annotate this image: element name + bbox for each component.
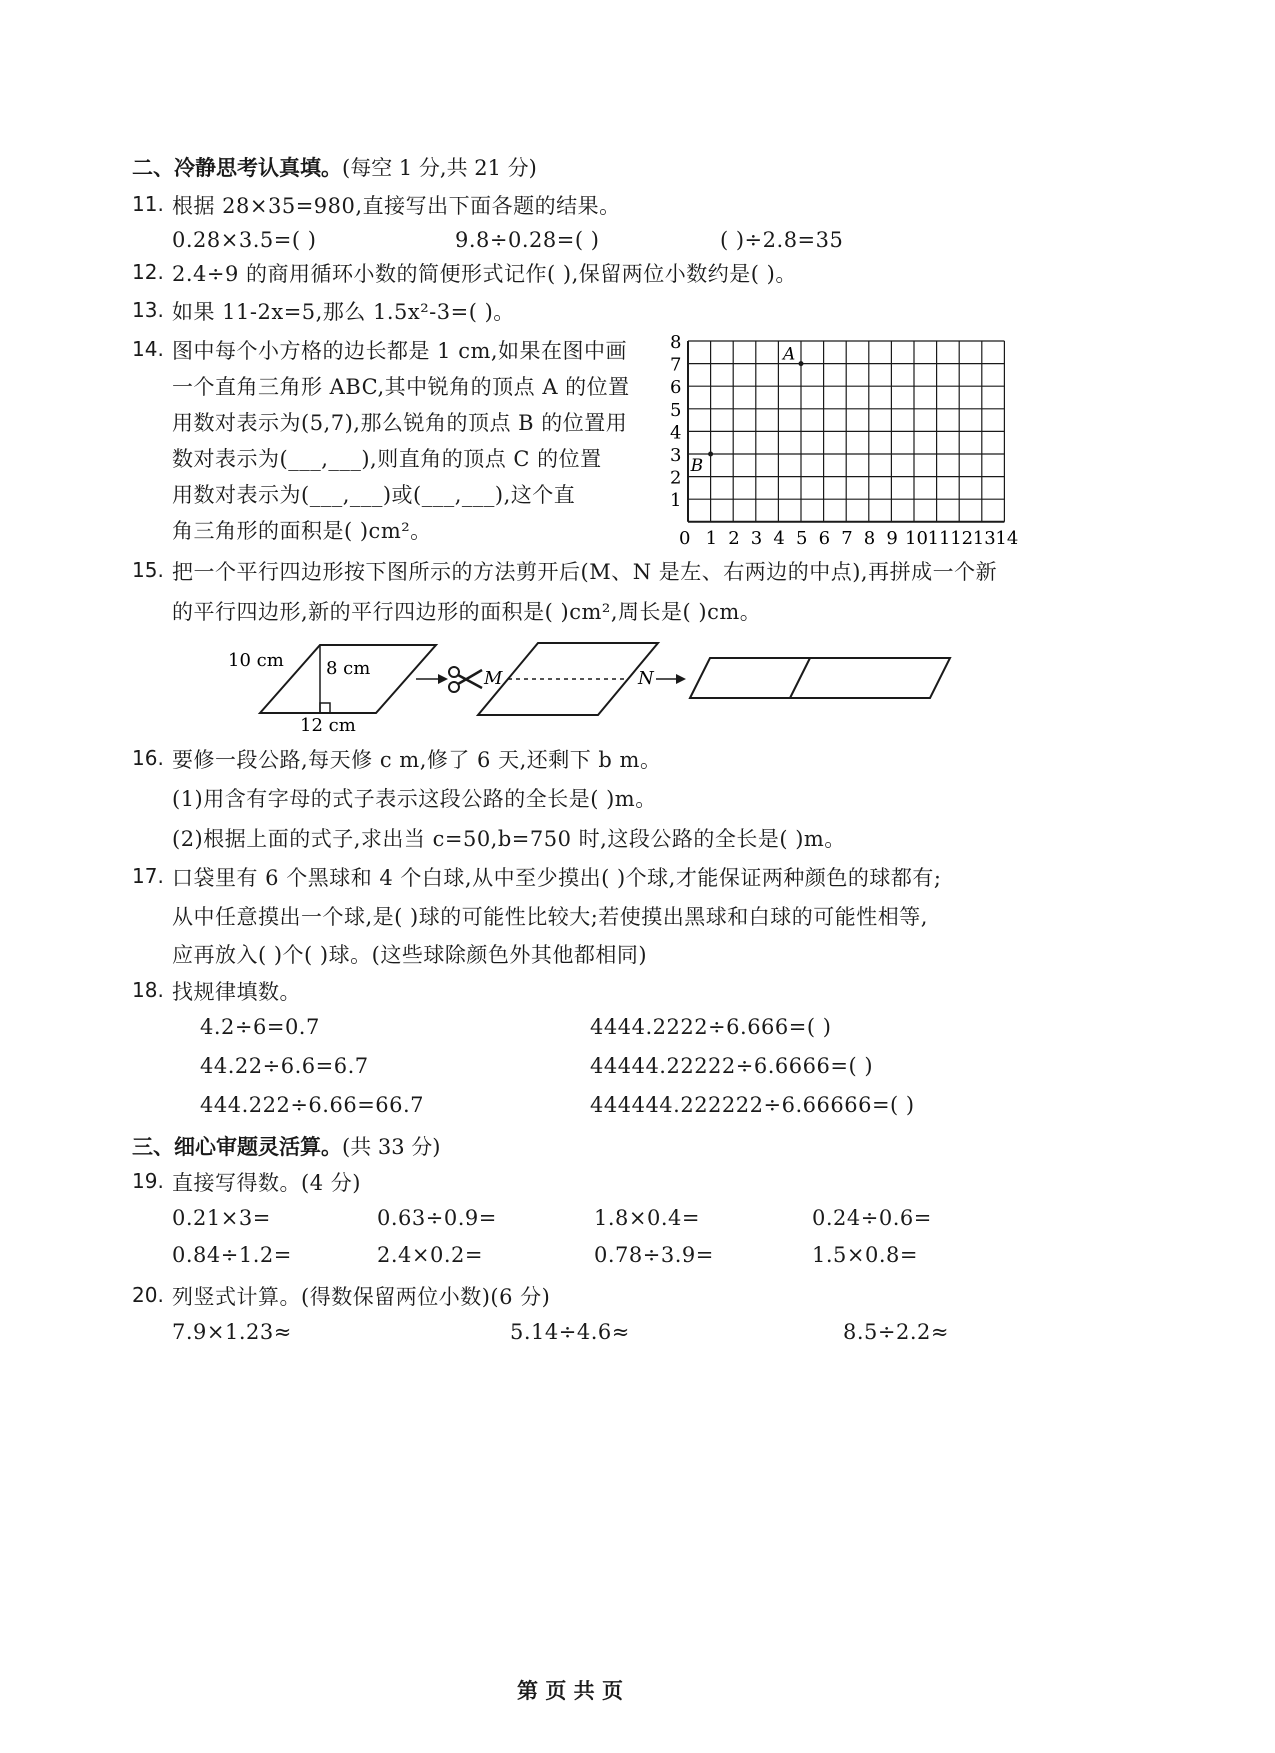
grid-y-label: 6 (670, 377, 682, 399)
grid-x-label: 10 (905, 527, 928, 549)
q14-line-2: 一个直角三角形 ABC,其中锐角的顶点 A 的位置 (172, 375, 630, 399)
grid-x-label: 2 (728, 527, 740, 549)
section-3-score: (共 33 分) (342, 1135, 441, 1159)
q20-number: 20. (132, 1283, 164, 1307)
grid-x-labels (679, 528, 1018, 549)
grid-x-label: 4 (773, 527, 785, 549)
q15-number: 15. (132, 558, 164, 582)
q18-left-1: 4.2÷6=0.7 (200, 1015, 320, 1039)
n-label: N (638, 668, 654, 689)
q19-r2-c3: 0.78÷3.9= (594, 1243, 714, 1267)
q19-r2-c1: 0.84÷1.2= (172, 1243, 292, 1267)
grid-y-label: 4 (670, 422, 682, 444)
height-label: 8 cm (326, 658, 371, 679)
grid-x-label: 13 (972, 527, 996, 549)
side-label: 10 cm (228, 650, 284, 671)
grid-x-label: 12 (950, 527, 974, 549)
grid-x-label: 11 (927, 527, 951, 549)
q12-number: 12. (132, 260, 164, 284)
grid-x-label: 6 (818, 527, 831, 549)
q18-left-2: 44.22÷6.6=6.7 (200, 1054, 369, 1078)
q17-line-1: 口袋里有 6 个黑球和 4 个白球,从中至少摸出( )个球,才能保证两种颜色的球都有; (172, 866, 942, 890)
grid-y-labels (670, 332, 681, 511)
q11-item-1: 0.28×3.5=( ) (172, 228, 317, 252)
q19-r2-c2: 2.4×0.2= (377, 1243, 483, 1267)
q19-text: 直接写得数。(4 分) (172, 1171, 361, 1195)
arrow-1-head (438, 674, 448, 684)
q11-text: 根据 28×35=980,直接写出下面各题的结果。 (172, 194, 621, 218)
grid-y-label: 8 (670, 332, 682, 353)
q17-line-3: 应再放入( )个( )球。(这些球除颜色外其他都相同) (172, 943, 648, 967)
q20-text: 列竖式计算。(得数保留两位小数)(6 分) (172, 1285, 551, 1309)
grid-x-label: 7 (841, 527, 853, 549)
q14-line-5: 用数对表示为(___,___)或(___,___),这个直 (172, 483, 576, 507)
grid-x-label: 8 (863, 527, 876, 549)
q14-line-6: 角三角形的面积是( )cm²。 (172, 519, 432, 543)
q18-text: 找规律填数。 (172, 980, 301, 1004)
section-3-heading (132, 1131, 440, 1161)
q16-sub-1: (1)用含有字母的式子表示这段公路的全长是( )m。 (172, 787, 657, 811)
grid-y-label: 1 (670, 490, 682, 512)
q14-line-1: 图中每个小方格的边长都是 1 cm,如果在图中画 (172, 339, 628, 363)
q18-right-2: 44444.22222÷6.6666=( ) (590, 1054, 874, 1078)
q15-line-1: 把一个平行四边形按下图所示的方法剪开后(M、N 是左、右两边的中点),再拼成一个新 (172, 560, 998, 584)
grid-x-label: 1 (705, 527, 718, 549)
q13-text: 如果 11-2x=5,那么 1.5x²-3=( )。 (172, 300, 515, 324)
q12-text: 2.4÷9 的商用循环小数的简便形式记作( ),保留两位小数约是( )。 (172, 262, 797, 286)
base-label: 12 cm (300, 715, 356, 735)
q16-sub-2: (2)根据上面的式子,求出当 c=50,b=750 时,这段公路的全长是( )m。 (172, 827, 846, 851)
q14-line-4: 数对表示为(___,___),则直角的顶点 C 的位置 (172, 447, 602, 471)
section-2-score: (每空 1 分,共 21 分) (342, 156, 537, 180)
grid-y-label: 3 (670, 445, 682, 466)
q19-r1-c2: 0.63÷0.9= (377, 1206, 497, 1230)
q18-right-3: 444444.222222÷6.66666=( ) (590, 1093, 915, 1117)
q18-right-1: 4444.2222÷6.666=( ) (590, 1015, 832, 1039)
original-parallelogram (260, 645, 436, 713)
section-2-title: 二、冷静思考认真填。 (132, 156, 342, 180)
point-b-dot (708, 452, 713, 457)
coordinate-grid (660, 325, 1030, 550)
grid-x-label: 5 (796, 527, 808, 549)
grid-x-label: 3 (750, 527, 763, 549)
parallelogram-figure (220, 630, 960, 735)
q20-item-3: 8.5÷2.2≈ (843, 1320, 949, 1344)
q18-left-3: 444.222÷6.66=66.7 (200, 1093, 425, 1117)
q13-number: 13. (132, 298, 164, 322)
q20-item-1: 7.9×1.23≈ (172, 1320, 292, 1344)
point-a-dot (799, 361, 804, 366)
q11-item-3: ( )÷2.8=35 (720, 228, 844, 252)
section-3-title: 三、细心审题灵活算。 (132, 1135, 342, 1159)
q14-line-3: 用数对表示为(5,7),那么锐角的顶点 B 的位置用 (172, 411, 628, 435)
new-parallelogram-join (790, 658, 810, 698)
page-footer: 第 页 共 页 (517, 1679, 623, 1703)
q11-item-2: 9.8÷0.28=( ) (455, 228, 600, 252)
new-parallelogram (690, 658, 950, 698)
q16-number: 16. (132, 746, 164, 770)
grid-y-label: 5 (670, 399, 682, 421)
q19-r2-c4: 1.5×0.8= (812, 1243, 918, 1267)
arrow-2-head (676, 674, 686, 684)
scissors-icon (449, 667, 482, 692)
grid-lines (688, 341, 1004, 522)
q19-number: 19. (132, 1169, 164, 1193)
section-2-heading (132, 152, 537, 182)
right-angle-mark (320, 703, 330, 713)
q19-r1-c3: 1.8×0.4= (594, 1206, 700, 1230)
point-a-label: A (783, 344, 796, 365)
point-b-label: B (690, 456, 704, 476)
grid-y-label: 7 (670, 354, 682, 376)
grid-x-label: 14 (995, 527, 1019, 549)
q11-number: 11. (132, 192, 164, 216)
q19-r1-c4: 0.24÷0.6= (812, 1206, 932, 1230)
q14-number: 14. (132, 337, 164, 361)
grid-y-label: 2 (670, 467, 682, 489)
q17-line-2: 从中任意摸出一个球,是( )球的可能性比较大;若使摸出黑球和白球的可能性相等, (172, 905, 928, 929)
q20-item-2: 5.14÷4.6≈ (510, 1320, 630, 1344)
m-label: M (484, 668, 503, 689)
q19-r1-c1: 0.21×3= (172, 1206, 271, 1230)
grid-x-label: 0 (679, 527, 691, 549)
q18-number: 18. (132, 978, 164, 1002)
q15-line-2: 的平行四边形,新的平行四边形的面积是( )cm²,周长是( )cm。 (172, 600, 762, 624)
q16-text: 要修一段公路,每天修 c m,修了 6 天,还剩下 b m。 (172, 748, 662, 772)
grid-x-label: 9 (886, 527, 898, 549)
q17-number: 17. (132, 864, 164, 888)
